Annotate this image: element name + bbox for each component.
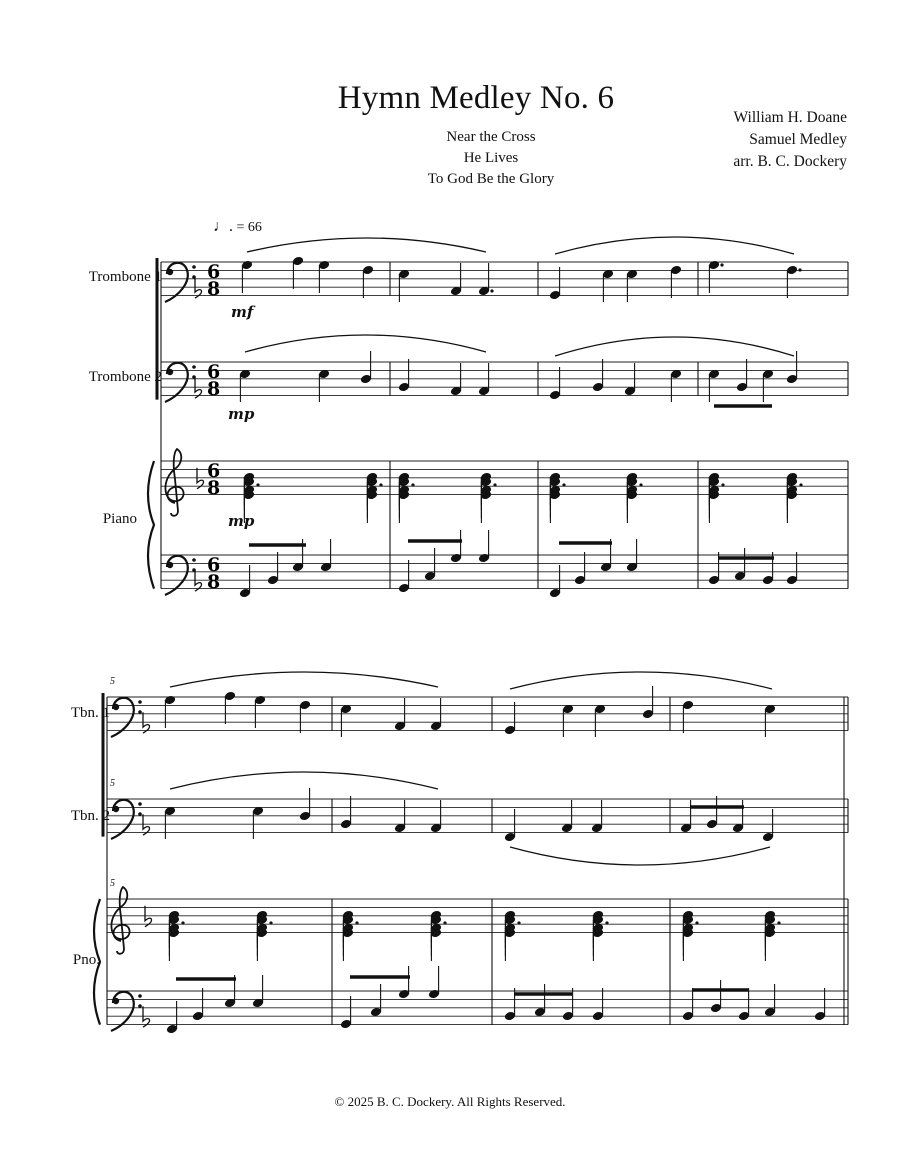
system1-tbn1-slur-1 [247, 238, 486, 252]
copyright-footer: © 2025 B. C. Dockery. All Rights Reserved. [334, 1094, 566, 1109]
system2-piano-chord-dot [181, 921, 184, 924]
system1-piano-chord-dot [256, 483, 259, 486]
system1-time-signature-3-top: 6 [207, 460, 221, 482]
measure-number-tbn2: 5 [110, 778, 115, 789]
subtitle-near-the-cross: Near the Cross [446, 129, 536, 145]
arranger-credit: arr. B. C. Dockery [733, 153, 847, 170]
lyricist-credit: Samuel Medley [749, 131, 847, 148]
system2-tbn1-bass-clef-icon [111, 698, 142, 737]
instrument-label-trombone-1: Trombone 1 [88, 269, 162, 285]
system2-piano-treble-clef-icon [111, 887, 129, 954]
system2-tbn2-flat-icon [143, 814, 150, 835]
dynamic-trombone-1: mf [231, 303, 254, 321]
system1-tbn1-dot [798, 268, 801, 271]
system1-piano-treble-flat-icon [197, 468, 204, 489]
system1-time-signature-2-bottom: 8 [207, 378, 221, 400]
system1-piano-chord-dot [379, 483, 382, 486]
subtitle-he-lives: He Lives [463, 150, 519, 166]
system2-piano-chord-dot [443, 921, 446, 924]
system2-tbn1-flat-icon [143, 712, 150, 733]
system2-piano-brace [94, 899, 100, 1025]
system1-piano-chord-dot [639, 483, 642, 486]
subtitle-to-god-be-the-glory: To God Be the Glory [427, 171, 555, 187]
system1-tbn1-slur-2 [555, 237, 794, 254]
instrument-label-piano: Piano [102, 511, 137, 527]
measure-number-tbn1: 5 [110, 676, 115, 687]
instrument-label-tbn-2: Tbn. 2 [70, 808, 110, 824]
instrument-label-trombone-2: Trombone 2 [88, 369, 162, 385]
instrument-label-tbn-1: Tbn. 1 [70, 705, 110, 721]
system2-piano-bass-flat-icon [143, 1006, 150, 1027]
system1-tbn1-bass-clef-icon [165, 263, 196, 302]
composer-credit: William H. Doane [733, 109, 847, 126]
page-title: Hymn Medley No. 6 [337, 80, 615, 116]
system2-tbn2-slur-1 [170, 772, 438, 789]
system2-piano-chord-dot [355, 921, 358, 924]
system1-piano-treble-clef-icon [165, 449, 183, 516]
system2-piano-chord-dot [777, 921, 780, 924]
system1-piano-chord-dot [799, 483, 802, 486]
system2-piano-chord-dot [605, 921, 608, 924]
system1-tbn2-bass-clef-icon [165, 363, 196, 402]
system2-piano-chord-dot [695, 921, 698, 924]
system1-time-signature-4-top: 6 [207, 554, 221, 576]
system1-tbn2-flat-icon [195, 377, 202, 398]
system1-piano-bass-clef-icon [165, 556, 196, 595]
system2-tbn2-slur-2 [510, 847, 770, 865]
system1-piano-chord-dot [411, 483, 414, 486]
dotted-quarter-note-icon: ♩. [213, 218, 233, 235]
system2-tbn2-bass-clef-icon [111, 800, 142, 839]
system2-piano-bass-clef-icon [111, 992, 142, 1031]
system1-piano-chord-dot [562, 483, 565, 486]
system1-time-signature-2-top: 6 [207, 361, 221, 383]
tempo-value: = 66 [236, 220, 262, 235]
system1-time-signature-1-bottom: 8 [207, 278, 221, 300]
system2-tbn1-slur-2 [510, 672, 772, 689]
system1-piano-brace [148, 461, 154, 589]
system1-time-signature-4-bottom: 8 [207, 571, 221, 593]
system1-piano-bass-flat-icon [195, 570, 202, 591]
system1-piano-chord-dot [721, 483, 724, 486]
instrument-label-pno: Pno. [72, 952, 100, 968]
system1-time-signature-1-top: 6 [207, 261, 221, 283]
system2-piano-treble-flat-icon [145, 906, 152, 927]
dynamic-piano: mp [228, 512, 255, 530]
system2-piano-chord-dot [517, 921, 520, 924]
measure-number-pno: 5 [110, 878, 115, 889]
system2-piano-chord-dot [269, 921, 272, 924]
system1-tbn1-dot [720, 263, 723, 266]
system1-tbn1-dot [490, 289, 493, 292]
system1-piano-chord-dot [493, 483, 496, 486]
system1-tbn2-slur-1 [245, 335, 486, 352]
system2-tbn1-slur-1 [170, 672, 438, 687]
system1-tbn1-flat-icon [195, 277, 202, 298]
dynamic-trombone-2: mp [228, 405, 255, 423]
system1-tbn2-slur-2 [555, 337, 794, 356]
system1-time-signature-3-bottom: 8 [207, 477, 221, 499]
